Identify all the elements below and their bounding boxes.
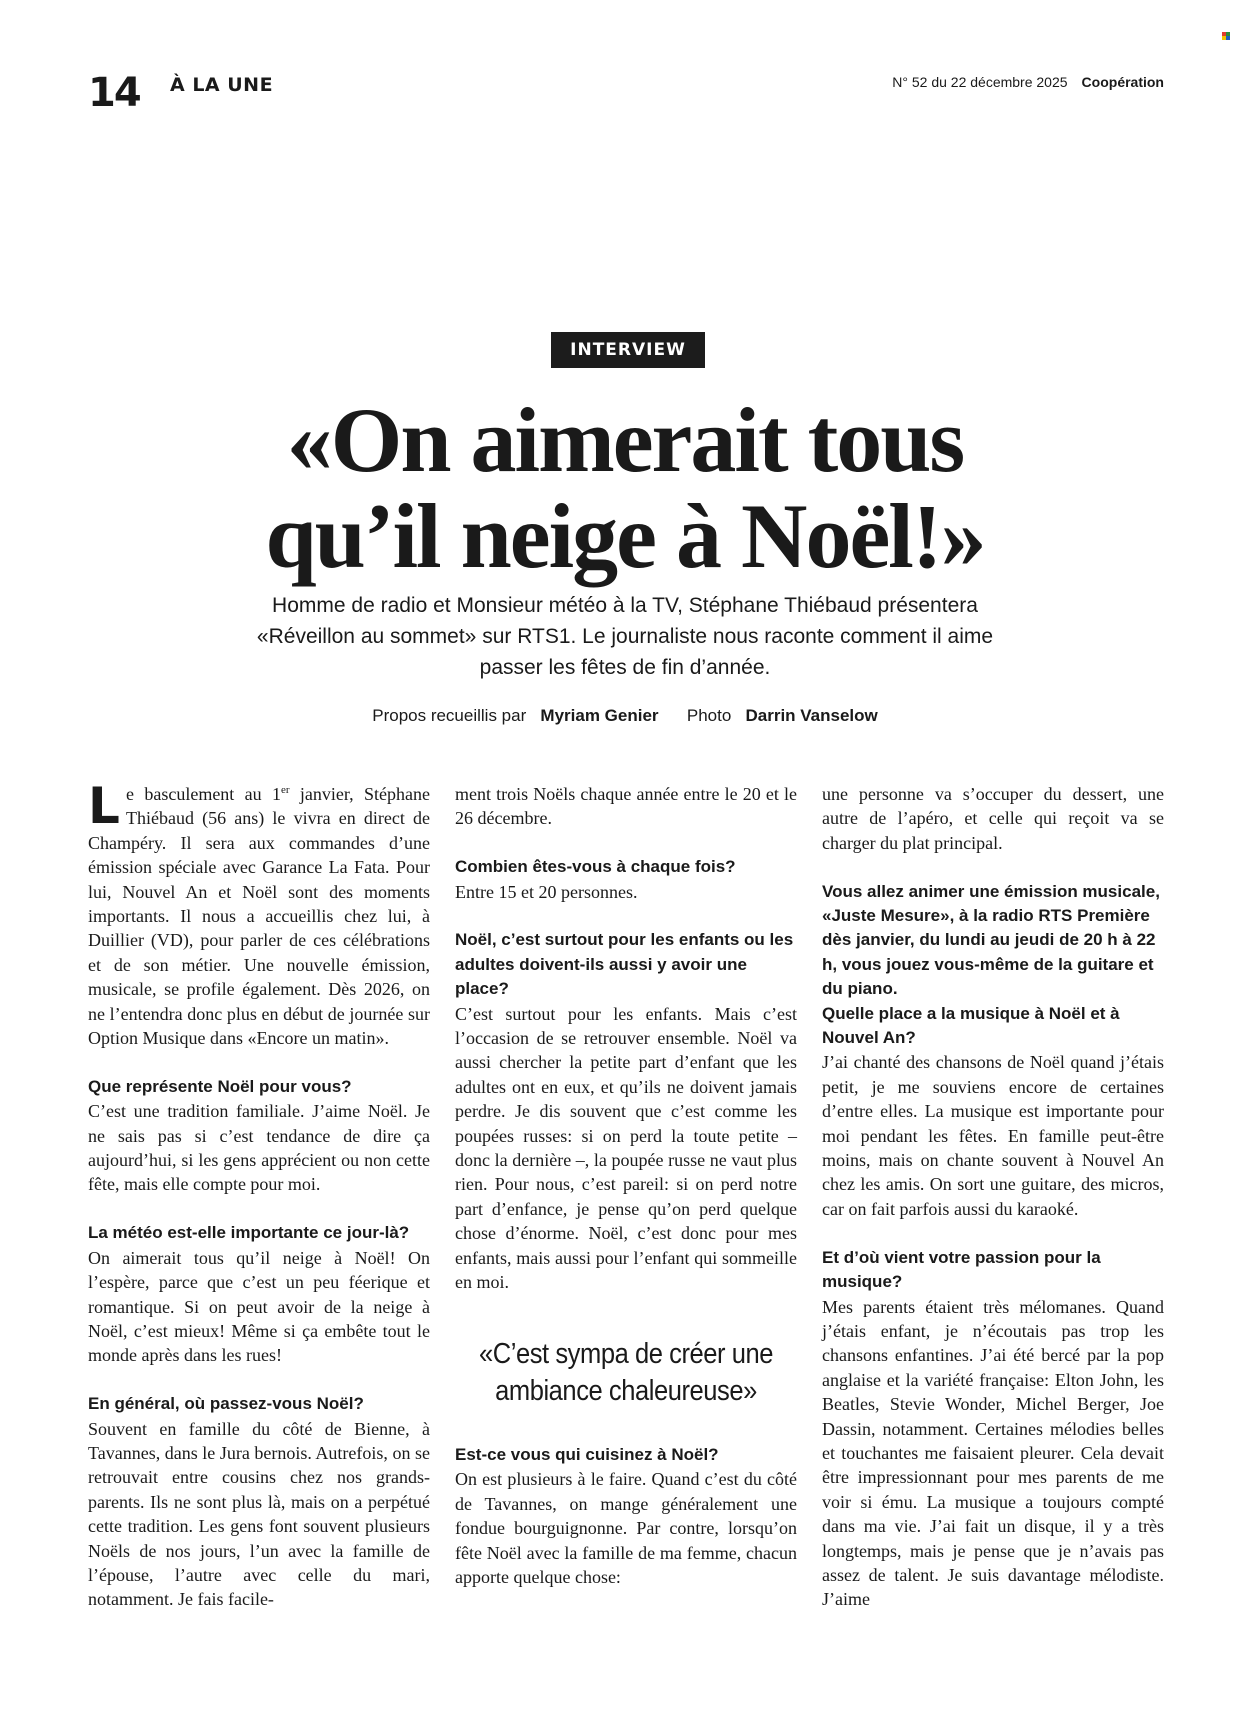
magazine-name: Coopération xyxy=(1081,74,1164,90)
column-2-bottom xyxy=(455,1443,797,1589)
page-number: 14 xyxy=(88,70,140,116)
author-name: Myriam Genier xyxy=(540,706,659,725)
question: Et d’où vient votre passion pour la musique? xyxy=(822,1247,1101,1292)
photographer-name: Darrin Vanselow xyxy=(745,706,878,725)
answer: Souvent en famille du côté de Bienne, à Tavannes, dans le Jura bernois. Autrefois, on se retrouvait entre cousins chez nos grands-parents. Ils ne sont plus là, mais on a perpétué cette tradition. Les gens font souvent plusieurs Noëls de nos jours, l’un avec la famille de l’épouse, l’autre avec celle du mari, notamment. Je fais facile- xyxy=(88,1418,430,1610)
answer: C’est surtout pour les enfants. Mais c’est l’occasion de se retrouver ensemble. Noël va aussi chercher la petite part d’enfant que les adultes ont en eux, et qu’ils ne doivent jamais perdre. Je dis souvent que c’est comme les poupées russes: si on perd la toute petite – donc la dernière –, la poupée russe ne vaut plus rien. Pour nous, c’est pareil: si on perd notre part d’enfance, je pense qu’on perd quelque chose d’énorme. Noël, c’est donc pour mes enfants, mais aussi pour l’enfant qui sommeille en moi. xyxy=(455,1003,797,1293)
question: Noël, c’est surtout pour les enfants ou les adultes doivent-ils aussi y avoir une place? xyxy=(455,930,794,999)
question: Combien êtes-vous à chaque fois? xyxy=(455,857,736,877)
pull-quote: «C’est sympa de créer une ambiance chaleureuse» xyxy=(479,1338,773,1407)
column-2 xyxy=(455,782,797,1295)
question: Est-ce vous qui cuisinez à Noël? xyxy=(455,1445,719,1464)
question: La météo est-elle importante ce jour-là? xyxy=(88,1223,410,1243)
column-3 xyxy=(822,782,1164,1612)
question: Vous allez animer une émission musicale, «Juste Mesure», à la radio RTS Première dès janvier, du lundi au jeudi de 20 h à 22 h, vous jouez vous-même de la guitare et du piano. xyxy=(822,881,1160,999)
answer: On aimerait tous qu’il neige à Noël! On l’espère, parce que c’est un peu féerique et romantique. Si on peut avoir de la neige à Noël, c’est mieux! Même si ça embête tout le monde après dans les rues! xyxy=(88,1247,430,1366)
color-registration-icon xyxy=(1222,32,1230,40)
credits xyxy=(0,706,1250,726)
photo-label: Photo xyxy=(686,706,732,725)
answer: Entre 15 et 20 personnes. xyxy=(455,881,638,902)
section-label: À LA UNE xyxy=(170,74,274,96)
issue-info xyxy=(892,74,1164,90)
answer: On est plusieurs à le faire. Quand c’est du côté de Tavannes, on mange généralement une fondue bourguignonne. Par contre, lorsqu’on fête Noël avec la famille de ma femme, chacun apporte quelque chose: xyxy=(455,1469,797,1588)
headline xyxy=(150,389,1100,587)
answer-continued: une personne va s’occuper du dessert, une autre de l’apéro, et celle qui reçoit va se charger du plat principal. xyxy=(822,784,1164,853)
interview-label: Propos recueillis par xyxy=(372,706,527,725)
answer: Mes parents étaient très mélomanes. Quand j’étais enfant, je n’écoutais pas trop les chansons enfantines. J’ai été bercé par la pop anglaise et la variété française: Elton John, les Beatles, Stevie Wonder, Michel Berger, Joe Dassin, notamment. Certaines mélodies belles et touchantes me faisaient pleurer. Cela devait être impressionnant pour mes parents de me voir si ému. La musique a toujours compté dans ma vie. J’ai fait un disque, il y a très longtemps, mais je pense que je n’avais pas assez de talent. Je suis davantage mélodiste. J’aime xyxy=(822,1296,1164,1610)
question: Quelle place a la musique à Noël et à Nouvel An? xyxy=(822,1003,1120,1048)
question: Que représente Noël pour vous? xyxy=(88,1076,352,1096)
column-1 xyxy=(88,777,431,1612)
question: En général, où passez-vous Noël? xyxy=(88,1394,364,1414)
issue-date: N° 52 du 22 décembre 2025 xyxy=(892,74,1068,90)
article-tag: INTERVIEW xyxy=(551,332,705,368)
headline-line-2: qu’il neige à Noël!» xyxy=(265,485,985,587)
dropcap: L xyxy=(88,777,120,835)
lede: Homme de radio et Monsieur météo à la TV, Stéphane Thiébaud présentera «Réveillon au sommet» sur RTS1. Le journaliste nous raconte comment il aime passer les fêtes de fin d’année. xyxy=(256,594,994,679)
answer: J’ai chanté des chansons de Noël quand j’étais petit, je me souviens encore de certaines d’entre elles. La musique est importante pour moi pendant les fêtes. En famille peut-être moins, mais on chante souvent à Nouvel An chez les amis. On sort une guitare, des micros, car on fait parfois aussi du karaoké. xyxy=(822,1052,1164,1219)
intro-paragraph: L e basculement au 1er janvier, Stéphane Thiébaud (56 ans) le vivra en direct de Champéry. Il sera aux commandes d’une émission spéciale avec Garance La Fata. Pour lui, Nouvel An et Noël sont des moments importants. Il nous a accueillis chez lui, à Duillier (VD), pour parler de ces célébrations et de son métier. Une nouvelle émission, musicale, se profile également. Dès 2026, on ne l’entendra donc plus en début de journée sur Option Musique dans «Encore un matin». xyxy=(88,777,431,1049)
answer: C’est une tradition familiale. J’aime Noël. Je ne sais pas si c’est tendance de dire ça aujourd’hui, si les gens apprécient ou non cette fête, mais elle compte pour moi. xyxy=(88,1101,430,1195)
answer-continued: ment trois Noëls chaque année entre le 20 et le 26 décembre. xyxy=(455,784,797,829)
headline-line-1: «On aimerait tous xyxy=(286,389,964,491)
